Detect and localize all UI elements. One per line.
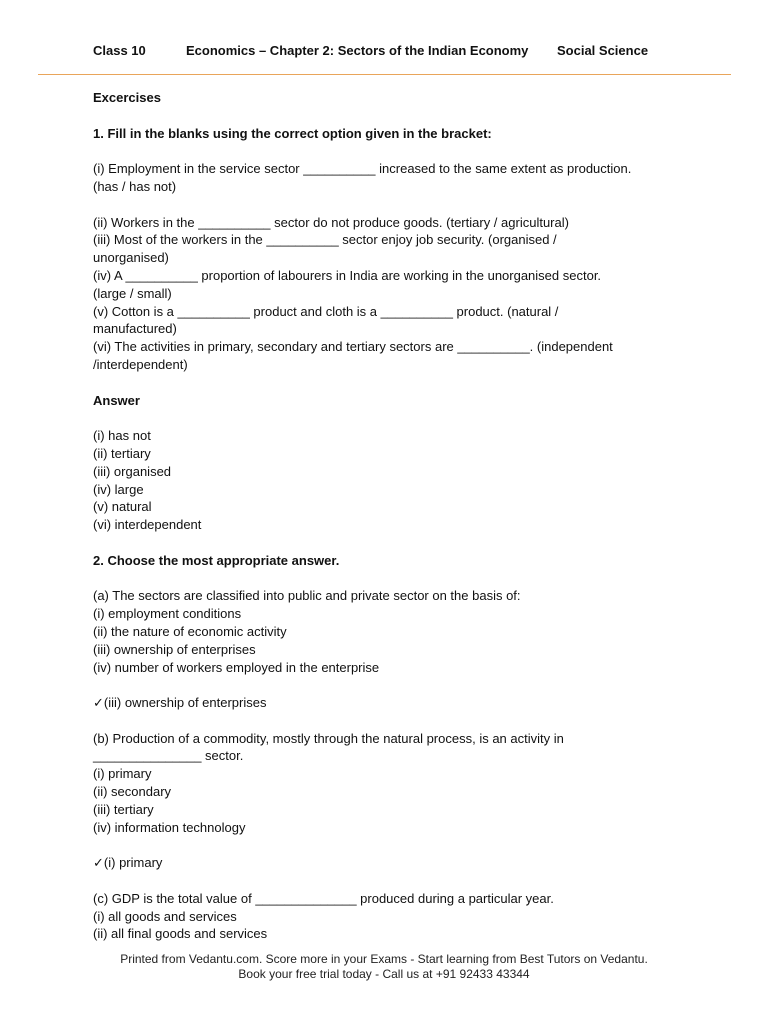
answer-heading: Answer bbox=[93, 392, 140, 408]
page-footer bbox=[0, 952, 768, 982]
q1-item-4-line-2: (large / small) bbox=[93, 285, 172, 301]
q1-item-1-line-2: (has / has not) bbox=[93, 178, 177, 194]
header-class: Class 10 bbox=[93, 43, 146, 58]
q1-item-4-line-1: (iv) A __________ proportion of labourers in India are working in the unorganised sector. bbox=[93, 267, 602, 283]
q2c-option: (i) all goods and services bbox=[93, 908, 237, 924]
answer-item: (v) natural bbox=[93, 499, 152, 515]
q2a-option: (iii) ownership of enterprises bbox=[93, 641, 256, 657]
q2a-option: (ii) the nature of economic activity bbox=[93, 623, 287, 639]
header-subject: Social Science bbox=[557, 43, 649, 58]
answer-item: (i) has not bbox=[93, 428, 151, 444]
q1-heading: 1. Fill in the blanks using the correct option given in the bracket: bbox=[93, 125, 492, 141]
q1-item-3-line-2: unorganised) bbox=[93, 250, 169, 266]
header-divider bbox=[38, 74, 731, 75]
q1-item-2: (ii) Workers in the __________ sector do not produce goods. (tertiary / agricultural) bbox=[93, 214, 569, 230]
checkmark-icon: ✓ bbox=[93, 855, 104, 871]
answer-item: (iii) organised bbox=[93, 463, 172, 479]
answer-item: (vi) interdependent bbox=[93, 517, 202, 533]
q2b-option: (i) primary bbox=[93, 766, 152, 782]
answer-item: (ii) tertiary bbox=[93, 445, 151, 461]
q2c-question: (c) GDP is the total value of ______________ produced during a particular year. bbox=[93, 890, 554, 906]
answer-item: (iv) large bbox=[93, 481, 144, 497]
q2a-answer-text: (iii) ownership of enterprises bbox=[103, 695, 267, 711]
q2a-question: (a) The sectors are classified into public and private sector on the basis of: bbox=[93, 588, 521, 604]
q2b-answer bbox=[93, 854, 703, 872]
q2c-option: (ii) all final goods and services bbox=[93, 926, 268, 942]
q2b-question-line-2: _______________ sector. bbox=[93, 748, 244, 764]
q1-item-6-line-1: (vi) The activities in primary, secondary and tertiary sectors are __________. (independent bbox=[93, 339, 613, 355]
q2b-option: (iii) tertiary bbox=[93, 801, 154, 817]
q2a-option: (iv) number of workers employed in the enterprise bbox=[93, 659, 380, 675]
q2b-option: (iv) information technology bbox=[93, 819, 246, 835]
q2-heading: 2. Choose the most appropriate answer. bbox=[93, 552, 340, 568]
q1-item-3-line-1: (iii) Most of the workers in the __________ sector enjoy job security. (organised / bbox=[93, 232, 557, 248]
exercises-title: Excercises bbox=[93, 90, 161, 105]
q1-item-5-line-1: (v) Cotton is a __________ product and cloth is a __________ product. (natural / bbox=[93, 303, 559, 319]
q1-item-1-line-1: (i) Employment in the service sector __________ increased to the same extent as production. bbox=[93, 161, 632, 177]
q2b-answer-text: (i) primary bbox=[103, 855, 163, 871]
footer-line-1: Printed from Vedantu.com. Score more in your Exams - Start learning from Best Tutors on Vedantu. bbox=[120, 952, 648, 966]
document-body bbox=[93, 89, 703, 943]
checkmark-icon: ✓ bbox=[93, 695, 104, 711]
q1-item-5-line-2: manufactured) bbox=[93, 321, 177, 337]
footer-line-2: Book your free trial today - Call us at +91 92433 43344 bbox=[238, 967, 530, 981]
q2a-option: (i) employment conditions bbox=[93, 606, 242, 622]
header-chapter: Economics – Chapter 2: Sectors of the Indian Economy bbox=[186, 43, 529, 58]
q2b-option: (ii) secondary bbox=[93, 784, 172, 800]
q1-item-6-line-2: /interdependent) bbox=[93, 356, 188, 372]
q2b-question-line-1: (b) Production of a commodity, mostly through the natural process, is an activity in bbox=[93, 730, 564, 746]
q2a-answer bbox=[93, 694, 703, 712]
